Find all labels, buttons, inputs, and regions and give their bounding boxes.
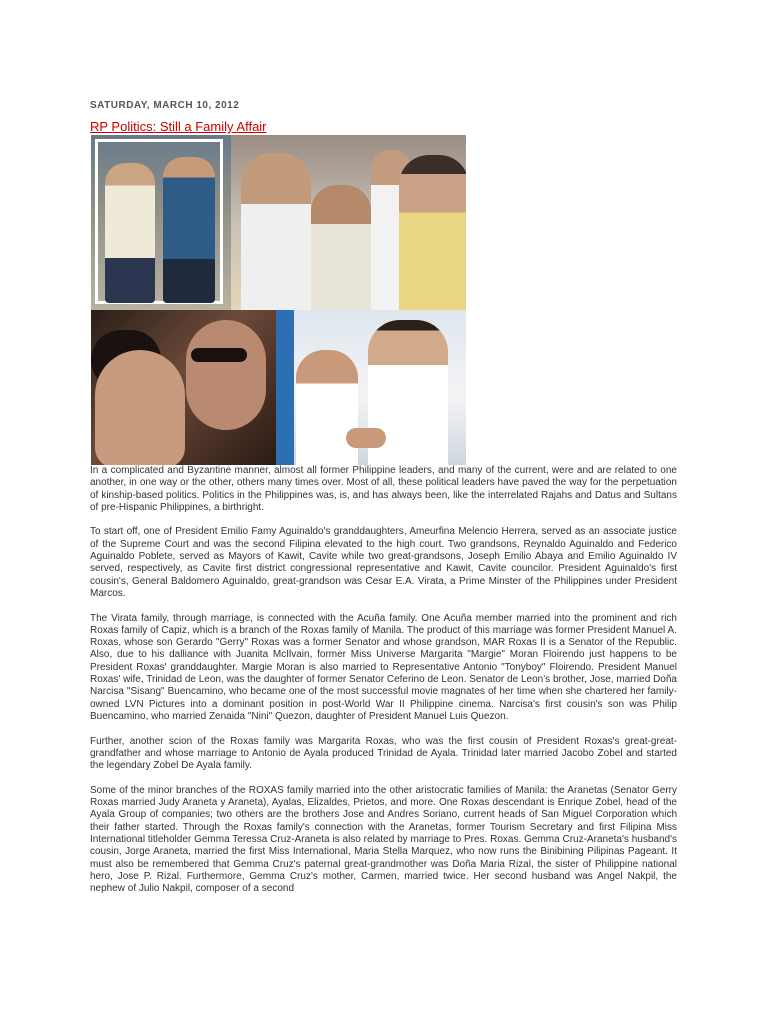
figure (241, 153, 311, 310)
figure-white-shirt (296, 350, 358, 465)
paragraph: To start off, one of President Emilio Famy Aguinaldo's granddaughters, Ameurfina Melencio Herrera, served as an associate justice of the Supreme Court and was the second Filipina elevated to the high court. Two grandsons, Reynaldo Aguinaldo and Federico Aguinaldo Poblete, served as Mayors of Kawit, Cavite while two great-grandsons, Joseph Emilio Abaya and Emilio Aguinaldo IV served, respectively, as Cavite first district congressional representative and Kawit, Cavite councilor. President Aguinaldo's first cousin's, General Baldomero Aguinaldo, great-grandson was Cesar E.A. Virata, a Prime Minster of the Philippines under President Marcos. (90, 526, 677, 599)
collage-photo-top-left (91, 135, 231, 310)
figure-white-shirt (105, 163, 155, 303)
collage-photo-bottom-left (91, 310, 276, 465)
collage-photo-bottom-right (276, 310, 466, 465)
sunglasses (191, 348, 247, 362)
post-date: SATURDAY, MARCH 10, 2012 (90, 100, 240, 111)
post-body (90, 465, 677, 908)
face (95, 350, 185, 465)
post-title-link[interactable]: RP Politics: Still a Family Affair (90, 119, 267, 134)
photo-collage (91, 135, 466, 465)
figure-blue-shirt (163, 157, 215, 303)
handshake (346, 428, 386, 448)
paragraph: In a complicated and Byzantine manner, almost all former Philippine leaders, and many of the current, were and are related to one another, in one way or the other, others many times over. Most of all, these political leaders have paved the way for the perpetuation of kinship-based politics. Politics in the Philippines was, is, and has always been, like the interrelated Rajahs and Datus and Sultans of pre-Hispanic Philippines, a birthright. (90, 465, 677, 513)
figure-yellow-dress (399, 155, 466, 310)
figure (311, 185, 371, 310)
face (186, 320, 266, 430)
banner (276, 310, 294, 465)
collage-photo-top-right (231, 135, 466, 310)
paragraph: Some of the minor branches of the ROXAS family married into the other aristocratic families of Manila: the Aranetas (Senator Gerry Roxas married Judy Araneta y Araneta), Ayalas, Elizaldes, Prietos, and more. One Roxas descendant is Enrique Zobel, head of the Ayala Group of companies; two others are the brothers Jose and Andres Soriano, current heads of San Miguel Corporation which their father started. Through the Roxas family's connection with the Aranetas, former Tourism Secretary and first Filipina Miss International titleholder Gemma Teressa Cruz-Araneta is also related by marriage to Pres. Roxas. Gemma Cruz-Araneta's husband's cousin, Jorge Araneta, married the first Miss International, Maria Stella Marquez, who now runs the Binibining Pilipinas Pageant. It must also be remembered that Gemma Cruz's paternal great-grandmother was Doña Maria Rizal, the sister of Philippine national hero, Jose P. Rizal. Furthermore, Gemma Cruz's mother, Carmen, married twice. Her second husband was Angel Nakpil, the nephew of Julio Nakpil, composer of a second (90, 784, 677, 895)
paragraph: The Virata family, through marriage, is connected with the Acuña family. One Acuña member married into the prominent and rich Roxas family of Capiz, which is a branch of the Roxas family of Manila. The product of this marriage was former President Manuel A. Roxas, whose son Gerardo "Gerry" Roxas was a former Senator and whose grandson, MAR Roxas II is a Senator of the Republic. Also, due to his dalliance with Juanita McIlvain, former Miss Universe Margarita "Margie" Moran Floirendo just happens to be President Roxas' granddaughter. Margie Moran is also married to Representative Antonio "Tonyboy" Floirendo. President Manuel Roxas' wife, Trinidad de Leon, was the daughter of former Senator Ceferino de Leon. Senator de Leon's brother, Jose, married Doña Narcisa "Sisang" Buencamino, who became one of the most successful movie magnates of her time when she chartered her family-owned LVN Pictures into a dominant position in post-World War II Philippine cinema. Narcisa's first cousin's son was Philip Buencamino, who married Zenaida "Nini" Quezon, daughter of President Manuel Luis Quezon. (90, 612, 677, 722)
paragraph: Further, another scion of the Roxas family was Margarita Roxas, who was the first cousin of President Roxas's great-great-grandfather and whose marriage to Antonio de Ayala produced Trinidad de Ayala. Trinidad later married Jacobo Zobel and started the legendary Zobel De Ayala family. (90, 735, 677, 772)
